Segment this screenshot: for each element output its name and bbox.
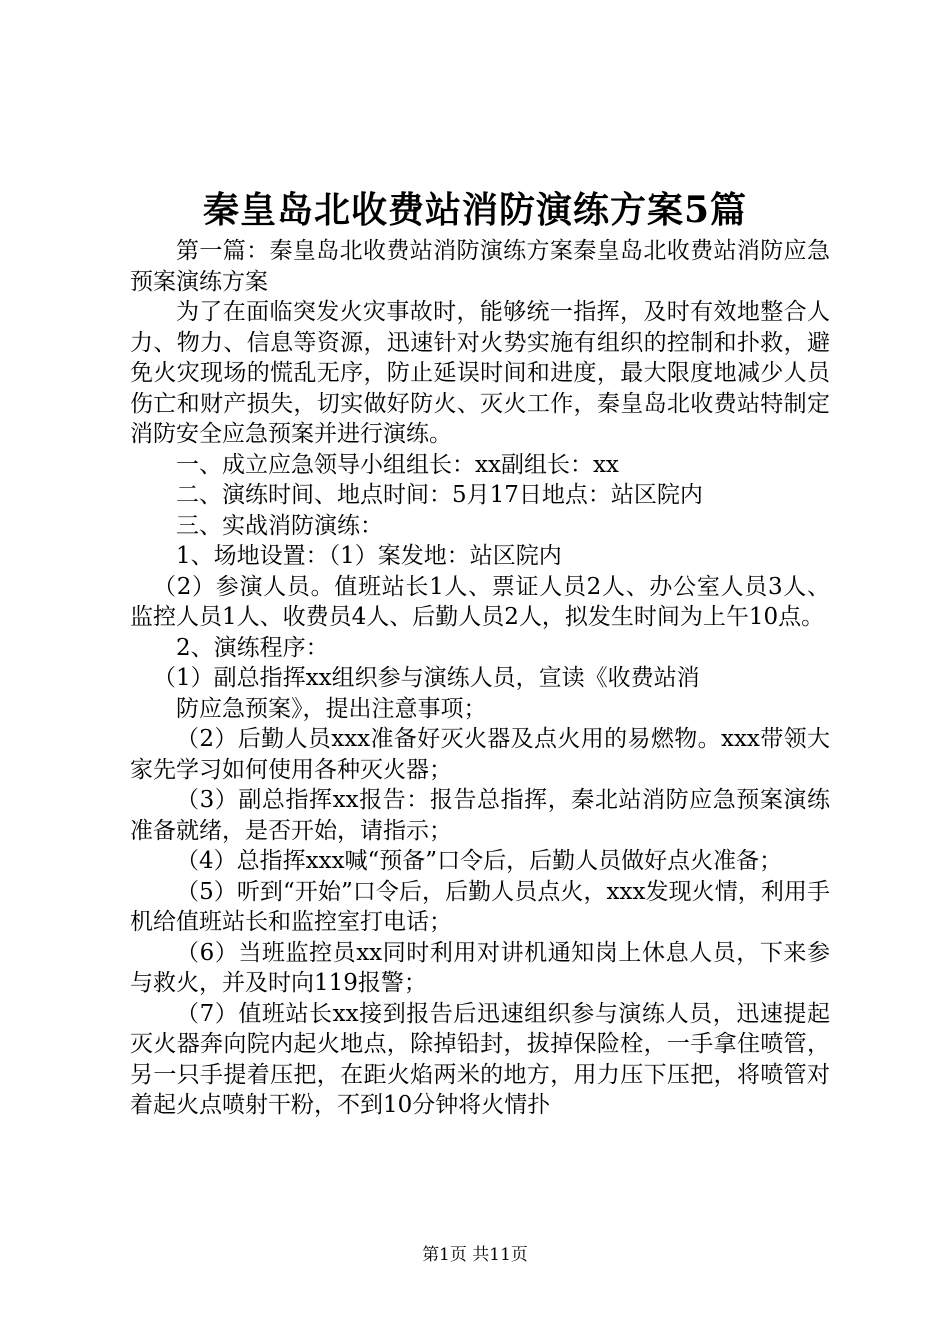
- step-5: （5）听到“开始”口令后，后勤人员点火，xxx发现火情，利用手机给值班站长和监控室打电话；: [130, 878, 830, 935]
- step-1-line-1: （1）副总指挥xx组织参与演练人员，宣读《收费站消: [153, 665, 700, 691]
- item-site-setup: 1、场地设置：（1）案发地：站区院内: [176, 543, 562, 569]
- document-title: 秦皇岛北收费站消防演练方案5篇: [202, 189, 748, 231]
- step-6: （6）当班监控员xx同时利用对讲机通知岗上休息人员，下来参与救火，并及时向119报警；: [130, 939, 830, 996]
- paragraph-purpose: 为了在面临突发火灾事故时，能够统一指挥，及时有效地整合人力、物力、信息等资源，迅速针对火势实施有组织的控制和扑救，避免火灾现场的慌乱无序，防止延误时间和进度，最大限度地减少人员伤亡和财产损失，切实做好防火、灭火工作，秦皇岛北收费站特制定消防安全应急预案并进行演练。: [130, 299, 830, 447]
- step-3: （3）副总指挥xx报告：报告总指挥，秦北站消防应急预案演练准备就绪，是否开始，请指示；: [130, 787, 830, 844]
- section-leadership-group: 一、成立应急领导小组组长：xx副组长：xx: [176, 451, 619, 478]
- item-drill-procedure: 2、演练程序：: [176, 634, 329, 661]
- item-participants: （2）参演人员。值班站长1人、票证人员2人、办公室人员3人、监控人员1人、收费员4人、后勤人员2人，拟发生时间为上午10点。: [130, 573, 830, 630]
- step-7: （7）值班站长xx接到报告后迅速组织参与演练人员，迅速提起灭火器奔向院内起火地点，除掉铅封，拔掉保险栓，一手拿住喷管，另一只手提着压把，在距火焰两米的地方，用力压下压把，将喷管对着起火点喷射干粉，不到10分钟将火情扑: [130, 1000, 830, 1118]
- page-number-footer: 第1页 共11页: [422, 1245, 528, 1265]
- document-body: [130, 236, 830, 1121]
- step-2: （2）后勤人员xxx准备好灭火器及点火用的易燃物。xxx带领大家先学习如何使用各种灭火器；: [130, 726, 830, 783]
- step-1-line-2: 防应急预案》，提出注意事项；: [176, 695, 487, 722]
- step-4: （4）总指挥xxx喊“预备”口令后，后勤人员做好点火准备；: [176, 848, 783, 874]
- section-drill: 三、实战消防演练：: [176, 512, 383, 539]
- paragraph-intro-heading: 第一篇：秦皇岛北收费站消防演练方案秦皇岛北收费站消防应急预案演练方案: [130, 238, 830, 295]
- section-time-location: 二、演练时间、地点时间：5月17日地点：站区院内: [176, 482, 703, 508]
